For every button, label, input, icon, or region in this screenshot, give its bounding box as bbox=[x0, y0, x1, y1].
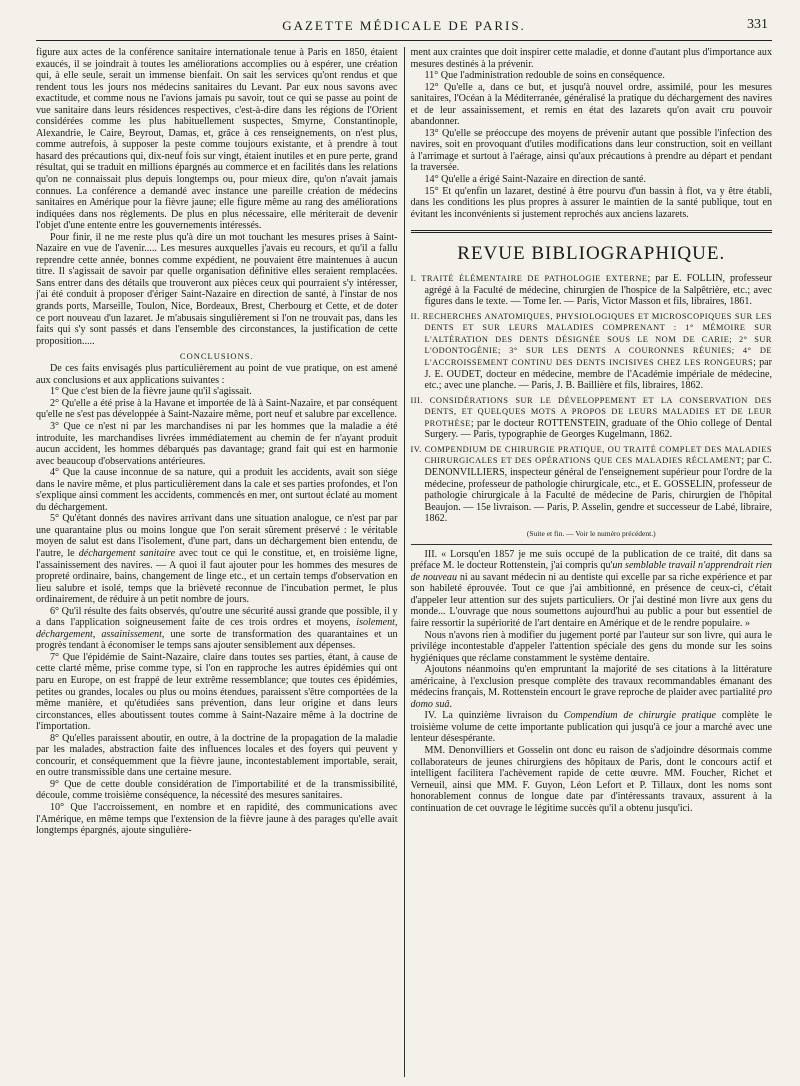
emphasis-text: isolement, déchargement, assainissement bbox=[36, 617, 398, 640]
bibliography-entry bbox=[411, 311, 773, 392]
paragraph bbox=[411, 710, 773, 745]
right-column bbox=[411, 47, 773, 1077]
conclusion-item: 7° Que l'épidémie de Saint-Nazaire, claire dans toutes ses parties, étant, à cause de cette clarté même, prise comme type, si l'on en rapproche les autres épidémies qui ont paru en Europe, on est frappé de leur extrême ressemblance; que toutes ces épidémies, petites ou grandes, locales ou plus ou moins étendues, paraissent s'être comportées de la même manière, et qu'étudiées sans prévention, dans leur origine et dans leurs circonstances, elles aboutissent toutes comme à Saint-Nazaire même à la doctrine de l'importation. bbox=[36, 651, 398, 733]
conclusion-item: 15° Et qu'enfin un lazaret, destiné à être pourvu d'un bassin à flot, va y être établi, dans les conditions les plus propres à assurer le maintien de la santé publique, tout en évitant les inconvénients si justement reprochés aux anciens lazarets. bbox=[410, 185, 772, 220]
conclusions-heading: CONCLUSIONS. bbox=[179, 351, 254, 362]
conclusion-item: 9° Que de cette double considération de l'importabilité et de la transmissibilité, découle, comme troisième conséquence, la nécessité des mesures sanitaires. bbox=[36, 778, 398, 802]
bib-title: III. CONSIDÉRATIONS SUR LE DÉVELOPPEMENT ET LA CONSERVATION DES DENTS, ET QUELQUES MOTS A PROPOS DE LEURS MALADIES ET DE LEUR PROTHÈSE bbox=[410, 395, 772, 428]
text-run: , une sorte de transformation des quarantaines et un progrès tendant à économiser le temps sans ajouter sensiblement aux dépenses. bbox=[36, 628, 398, 652]
page-number: 331 bbox=[747, 17, 768, 32]
text-run: avec tout ce qui le constitue, et, en troisième ligne, l'assainissement des navires. — A quoi il faut ajouter pour les hommes des mesures de propreté ordinaire, bains, changement de linge etc., et un certain temps d'observation en lieu salubre et isolé, temps que la brièveté reconnue de l'incubation permet, le plus ordinairement, de réduire à un petit nombre de jours. bbox=[36, 547, 398, 606]
conclusion-item: 4° Que la cause inconnue de sa nature, qui a produit les accidents, avait son siége dans le navire même, et plus particulièrement dans la cale et ses parties profondes, et l'on s'explique ainsi comment les accidents, commencés en mer, ont surtout éclaté au moment du déchargement. bbox=[36, 467, 398, 513]
text-run: 6° Qu'il résulte des faits observés, qu'outre une sécurité aussi grande que possible, il y a dans l'application soigneusement faite de ces trois ordres et moyens, bbox=[36, 605, 398, 629]
bib-title: II. RECHERCHES ANATOMIQUES, PHYSIOLOGIQUES ET MICROSCOPIQUES SUR LES DENTS ET SUR LEURS MALADIES COMPRENANT : 1° MÉMOIRE SUR L'ALTÉRATION DES DENTS DÉSIGNÉE SOUS LE NOM DE CARIE; 2° SUR L'ODONTOGÉNIE; 3° SUR LES DENTS A COURONNES RÉUNIES; 4° DE L'ACCROISSEMENT CONTINU DES DENTS INCISIVES CHEZ LES RONGEURS bbox=[410, 311, 772, 368]
section-title: REVUE BIBLIOGRAPHIQUE. bbox=[411, 230, 773, 265]
conclusion-item: 1° Que c'est bien de la fièvre jaune qu'il s'agissait. bbox=[50, 386, 252, 398]
paragraph: MM. Denonvilliers et Gosselin ont donc eu raison de s'adjoindre désormais comme collaborateurs de jeunes chirurgiens des hôpitaux de Paris, dont le concours actif et intelligent facilitera l'achèvement rapide de cette œuvre. MM. Foucher, Richet et Verneuil, ainsi que MM. F. Guyon, Léon Lefort et P. Tillaux, dont les noms sont honorablement connus de longue date par d'intéressants travaux, assurent à la continuation de cet ouvrage le légitime succès qu'il a obtenu jusqu'ici. bbox=[410, 744, 772, 814]
paragraph: figure aux actes de la conférence sanitaire internationale tenue à Paris en 1850, étaient exaucés, il se joindrait à toutes les améliorations accomplies ou à espérer, une création qui, à elle seule, serait un immense bienfait. On sait les services qu'ont rendus et que rendent tous les jours nos médecins sanitaires du Levant. Par eux nous savons avec exactitude, et comme nous ne l'avions jamais pu savoir, tout ce qui se passe au point de vue sanitaire dans leurs résidences respectives, c'est-à-dire dans les régions de l'Orient considérées comme les plus habituellement suspectes, Smyrne, Constantinople, Alexandrie, le Caire, Beyrout, Damas, et, grâce à ces renseignements, on n'est plus, comme autrefois, à supposer la peste comme toujours existante, et à prendre à tout hasard des précautions qui, dix-neuf fois sur vingt, étaient inutiles et en pure perte, grand résultat, qui se traduit en millions épargnés au commerce et en facilités dans les relations qu'on ne connaissait plus depuis longtemps ou, pour mieux dire, qu'on n'avait jamais connues. La conférence a demandé avec instance une pareille création de médecins sanitaires en Amérique pour la fièvre jaune; elle figure même au rang des améliorations indiquées dans nos règlements. De plus en plus nécessaire, elle mériterait de devenir l'objet d'une entente entre les gouvernements intéressés. bbox=[36, 47, 398, 232]
bibliography-entry bbox=[411, 444, 773, 525]
paragraph bbox=[411, 664, 773, 710]
bib-title: IV. COMPENDIUM DE CHIRURGIE PRATIQUE, OU TRAITÉ COMPLET DES MALADIES CHIRURGICALES ET DES OPÉRATIONS QUE CES MALADIES RÉCLAMENT bbox=[410, 444, 772, 466]
text-run: 5° Qu'étant donnés des navires arrivant dans une situation analogue, ce n'est par par une quarantaine plus ou moins longue que l'on serait sûrement préservé : le véritable moyen de salut est dans l'isolement, d'une part, dans un déchargement bien entendu, de l'autre, le bbox=[36, 513, 398, 559]
columns bbox=[36, 47, 772, 1077]
text-run: IV. La quinzième livraison du bbox=[424, 710, 564, 722]
left-column bbox=[36, 47, 405, 1077]
paragraph: De ces faits envisagés plus particulièrement au point de vue pratique, on est amené aux conclusions et aux applications suivantes : bbox=[36, 363, 398, 386]
text-run: . bbox=[449, 698, 453, 710]
emphasis-text: déchargement sanitaire bbox=[78, 547, 176, 559]
bib-details: ; par C. DENONVILLIERS, inspecteur général de l'enseignement supérieur pour l'ordre de la médecine, professeur de pathologie chirurgicale, etc., et E. GOSSELIN, professeur de pathologie chirurgicale à la Faculté de médecine de Paris, chirurgien de l'hôpital Beaujon. — 15e livraison. — Paris, P. Asselin, gendre et successeur de Labé, libraire, 1862. bbox=[424, 455, 772, 525]
divider bbox=[411, 544, 773, 545]
conclusion-item: 12° Qu'elle a, dans ce but, et jusqu'à nouvel ordre, assimilé, pour les mesures sanitaires, l'Océan à la Méditerranée, généralisé la pratique du déchargement des navires et de leur assainissement, et remis en état des lazarets qu'on avait cru pouvoir abandonner. bbox=[410, 81, 772, 128]
paragraph: ment aux craintes que doit inspirer cette maladie, et donne d'autant plus d'importance aux mesures destinés à la prévenir. bbox=[410, 47, 772, 70]
conclusion-item: 8° Qu'elles paraissent aboutir, en outre, à la doctrine de la propagation de la maladie par les malades, abstraction faite des influences locales et des foyers qui peuvent y concourir, et conséquemment que la fièvre jaune, incontestablement importable, serait, en outre transmissible dans une certaine mesure. bbox=[36, 732, 398, 779]
paragraph: Pour finir, il ne me reste plus qu'à dire un mot touchant les mesures prises à Saint-Nazaire en vue de l'avenir..... Les mesures auxquelles j'avais eu recours, et qu'il a fallu reprendre cette année, bonnes comme expédient, ne pouvaient être maintenues à aucun titre. Il s'agissait de savoir par quelle organisation définitive elles seraient remplacées. Sans entrer dans des détails que trouveront aux pièces ceux qui pourraient s'y intéresser, j'ai été conduit à proposer d'ériger Saint-Nazaire en direction de santé, à l'instar de nos grands ports, Marseille, Toulon, Nice, Bordeaux, Brest, Cherbourg et Cette, et de doter ce port nouveau d'un lazaret. Je m'abusais singulièrement si l'on ne trouvait pas, dans les faits qui s'y sont passés et dans l'ensemble des circonstances, la justification de cette proposition..... bbox=[36, 231, 398, 347]
text-run: Ajoutons néanmoins qu'en empruntant la majorité de ses citations à la littérature américaine, à l'exclusion presque complète des travaux recommandables émanant des médecins français, M. Rottenstein encourt le grave reproche de plaider avec partialité bbox=[410, 664, 772, 699]
bibliography-entry bbox=[411, 395, 773, 441]
paragraph: Nous n'avons rien à modifier du jugement porté par l'auteur sur son livre, qui aura le privilége incontestable d'appeler l'attention spéciale des gens du monde sur les soins hygiéniques que réclame constamment le système dentaire. bbox=[410, 629, 772, 664]
bib-details: ; par E. FOLLIN, professeur agrégé à la Faculté de médecine, chirurgien de l'hospice de la Salpêtrière, etc.; avec figures dans le texte. — Tome Ier. — Paris, Victor Masson et fils, libraires, 1861. bbox=[424, 273, 772, 308]
bib-details: ; par le docteur ROTTENSTEIN, graduate of the Ohio college of Dental Surgery. — Paris, typographie de Georges Kugelmann, 1862. bbox=[424, 417, 772, 441]
journal-title: GAZETTE MÉDICALE DE PARIS. bbox=[282, 18, 526, 33]
emphasis-text: un semblable travail n'apprendrait rien de nouveau bbox=[410, 560, 772, 583]
conclusion-item: 11° Que l'administration redouble de soins en conséquence. bbox=[424, 70, 665, 82]
emphasis-text: Compendium de chirurgie pratique bbox=[563, 710, 717, 722]
text-run: III. « Lorsqu'en 1857 je me suis occupé de la publication de ce traité, dit dans sa préface M. le docteur Rottenstein, j'ai compris qu' bbox=[410, 548, 772, 572]
continuation-note: (Suite et fin. — Voir le numéro précédent.) bbox=[526, 528, 656, 538]
emphasis-text: pro domo suâ bbox=[410, 687, 772, 710]
text-run: complète le troisième volume de cette importante publication qui jusqu'à ce jour a marché avec une lenteur désespérante. bbox=[410, 710, 772, 745]
conclusion-item: 3° Que ce n'est ni par les marchandises ni par les hommes que la maladie a été introduite, les marchandises livrées immédiatement au chemin de fer n'ayant produit aucun accident, les hommes débarqués pas davantage; grand fait qui est en harmonie avec beaucoup d'observations antérieures. bbox=[36, 420, 398, 467]
bib-details: ; par J. E. OUDET, docteur en médecine, membre de l'Académie impériale de médecine, etc.; avec une planche. — Paris, J. B. Baillière et fils, libraires, 1862. bbox=[424, 357, 772, 392]
paragraph bbox=[411, 549, 773, 630]
conclusion-item bbox=[36, 513, 398, 605]
text-run: ni au savant médecin ni au dentiste qui excelle par sa riche expérience et par son habileté éprouvée. Tout ce que j'ai ambitionné, en présence de ceux-ci, c'était d'appeler leur attention sur des sujets particuliers. Or j'ai destiné mon livre aux gens du monde... L'ouvrage que nous soumettons aujourd'hui au public a pour but essentiel de faire ressortir la supériorité de l'art dentaire en Amérique et de le rendre populaire. » bbox=[410, 571, 772, 629]
page-header bbox=[36, 14, 772, 41]
bibliography-entry bbox=[411, 273, 773, 308]
conclusion-item bbox=[36, 606, 398, 652]
conclusion-item: 2° Qu'elle a été prise à la Havane et importée de là à Saint-Nazaire, et par conséquent qu'elle ne s'est pas développée à Saint-Nazaire même, port neuf et salubre par excellence. bbox=[36, 397, 398, 421]
conclusion-item: 13° Qu'elle se préoccupe des moyens de prévenir autant que possible l'infection des navires, soit en provoquant d'utiles modifications dans leur construction, soit en veillant à l'arrimage et surtout à l'aérage, ainsi qu'aux précautions à prendre au départ et pendant la traversée. bbox=[410, 127, 772, 174]
bib-title: I. TRAITÉ ÉLÉMENTAIRE DE PATHOLOGIE EXTERNE bbox=[410, 274, 648, 284]
conclusion-item: 14° Qu'elle a érigé Saint-Nazaire en direction de santé. bbox=[424, 174, 646, 186]
conclusion-item: 10° Que l'accroissement, en nombre et en rapidité, des communications avec l'Amérique, en même temps que l'extension de la fièvre jaune à des parages qu'elle avait longtemps épargnés, ajoute singulière- bbox=[36, 802, 398, 837]
